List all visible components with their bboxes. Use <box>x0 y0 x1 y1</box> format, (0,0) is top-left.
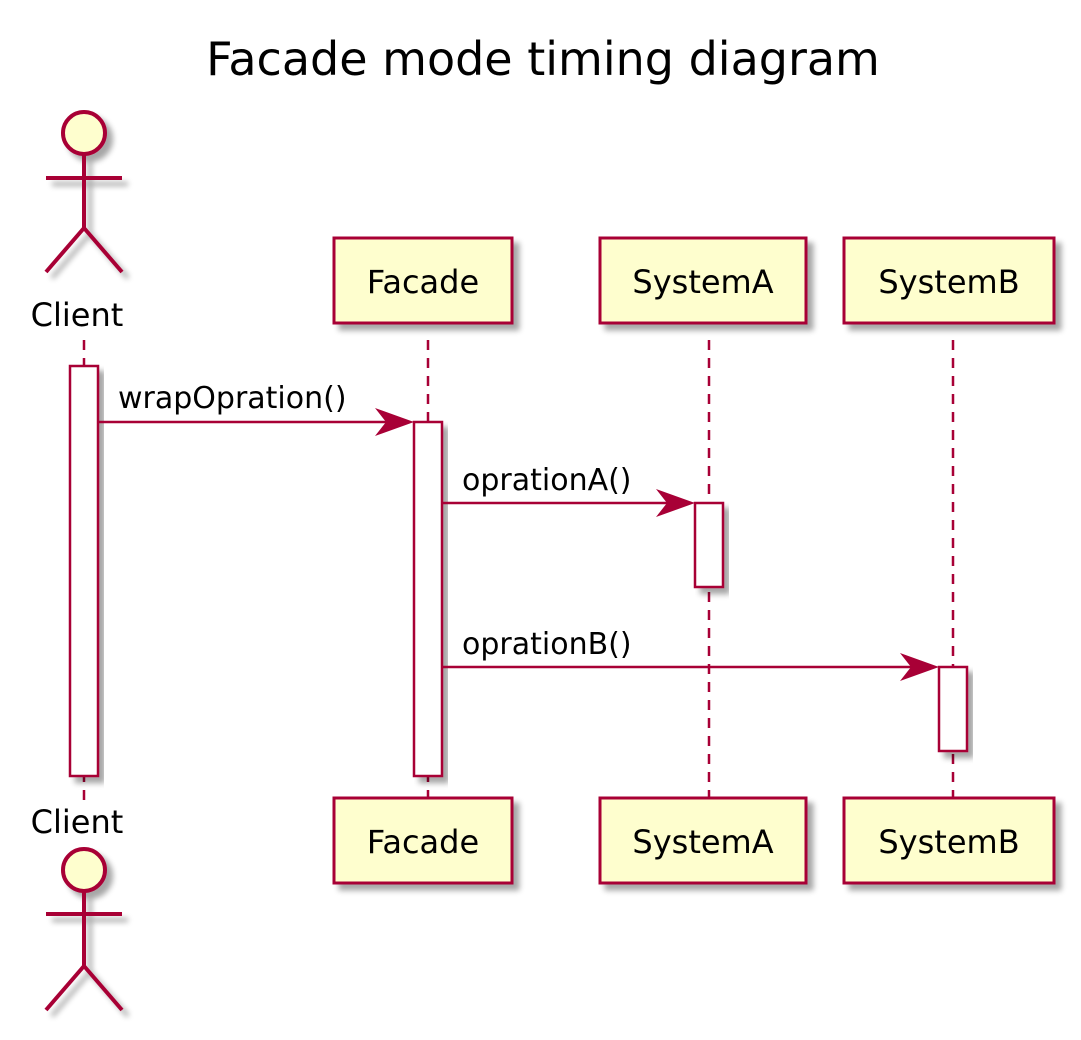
actor-client-top <box>46 112 122 272</box>
message-opration-b <box>442 627 939 681</box>
participant-label-client-top: Client <box>30 296 124 334</box>
activation-facade <box>414 422 442 776</box>
participant-label: SystemA <box>632 823 774 861</box>
participant-systemb-top <box>844 238 1054 323</box>
participant-label: SystemB <box>878 823 1020 861</box>
participant-label: SystemB <box>878 263 1020 301</box>
participant-systemb-bottom <box>844 798 1054 883</box>
actor-client-bottom <box>46 849 122 1010</box>
diagram-title: Facade mode timing diagram <box>206 32 880 86</box>
message-label: wrapOpration() <box>118 381 347 416</box>
activation-systema <box>695 503 723 587</box>
participant-systema-bottom <box>600 798 806 883</box>
participant-facade-top <box>334 238 512 323</box>
participant-label: SystemA <box>632 263 774 301</box>
participant-label: Facade <box>366 263 480 301</box>
message-opration-a <box>442 463 695 517</box>
actor-icon-head <box>63 112 105 154</box>
actor-icon-head <box>63 849 105 891</box>
message-label: oprationB() <box>462 627 632 662</box>
activation-systemb <box>939 667 967 751</box>
participant-label-client-bottom: Client <box>30 803 124 841</box>
participant-label: Facade <box>366 823 480 861</box>
participant-systema-top <box>600 238 806 323</box>
message-label: oprationA() <box>462 463 632 498</box>
activation-client <box>70 366 98 776</box>
message-wrap-opration <box>98 381 414 436</box>
participant-facade-bottom <box>334 798 512 883</box>
